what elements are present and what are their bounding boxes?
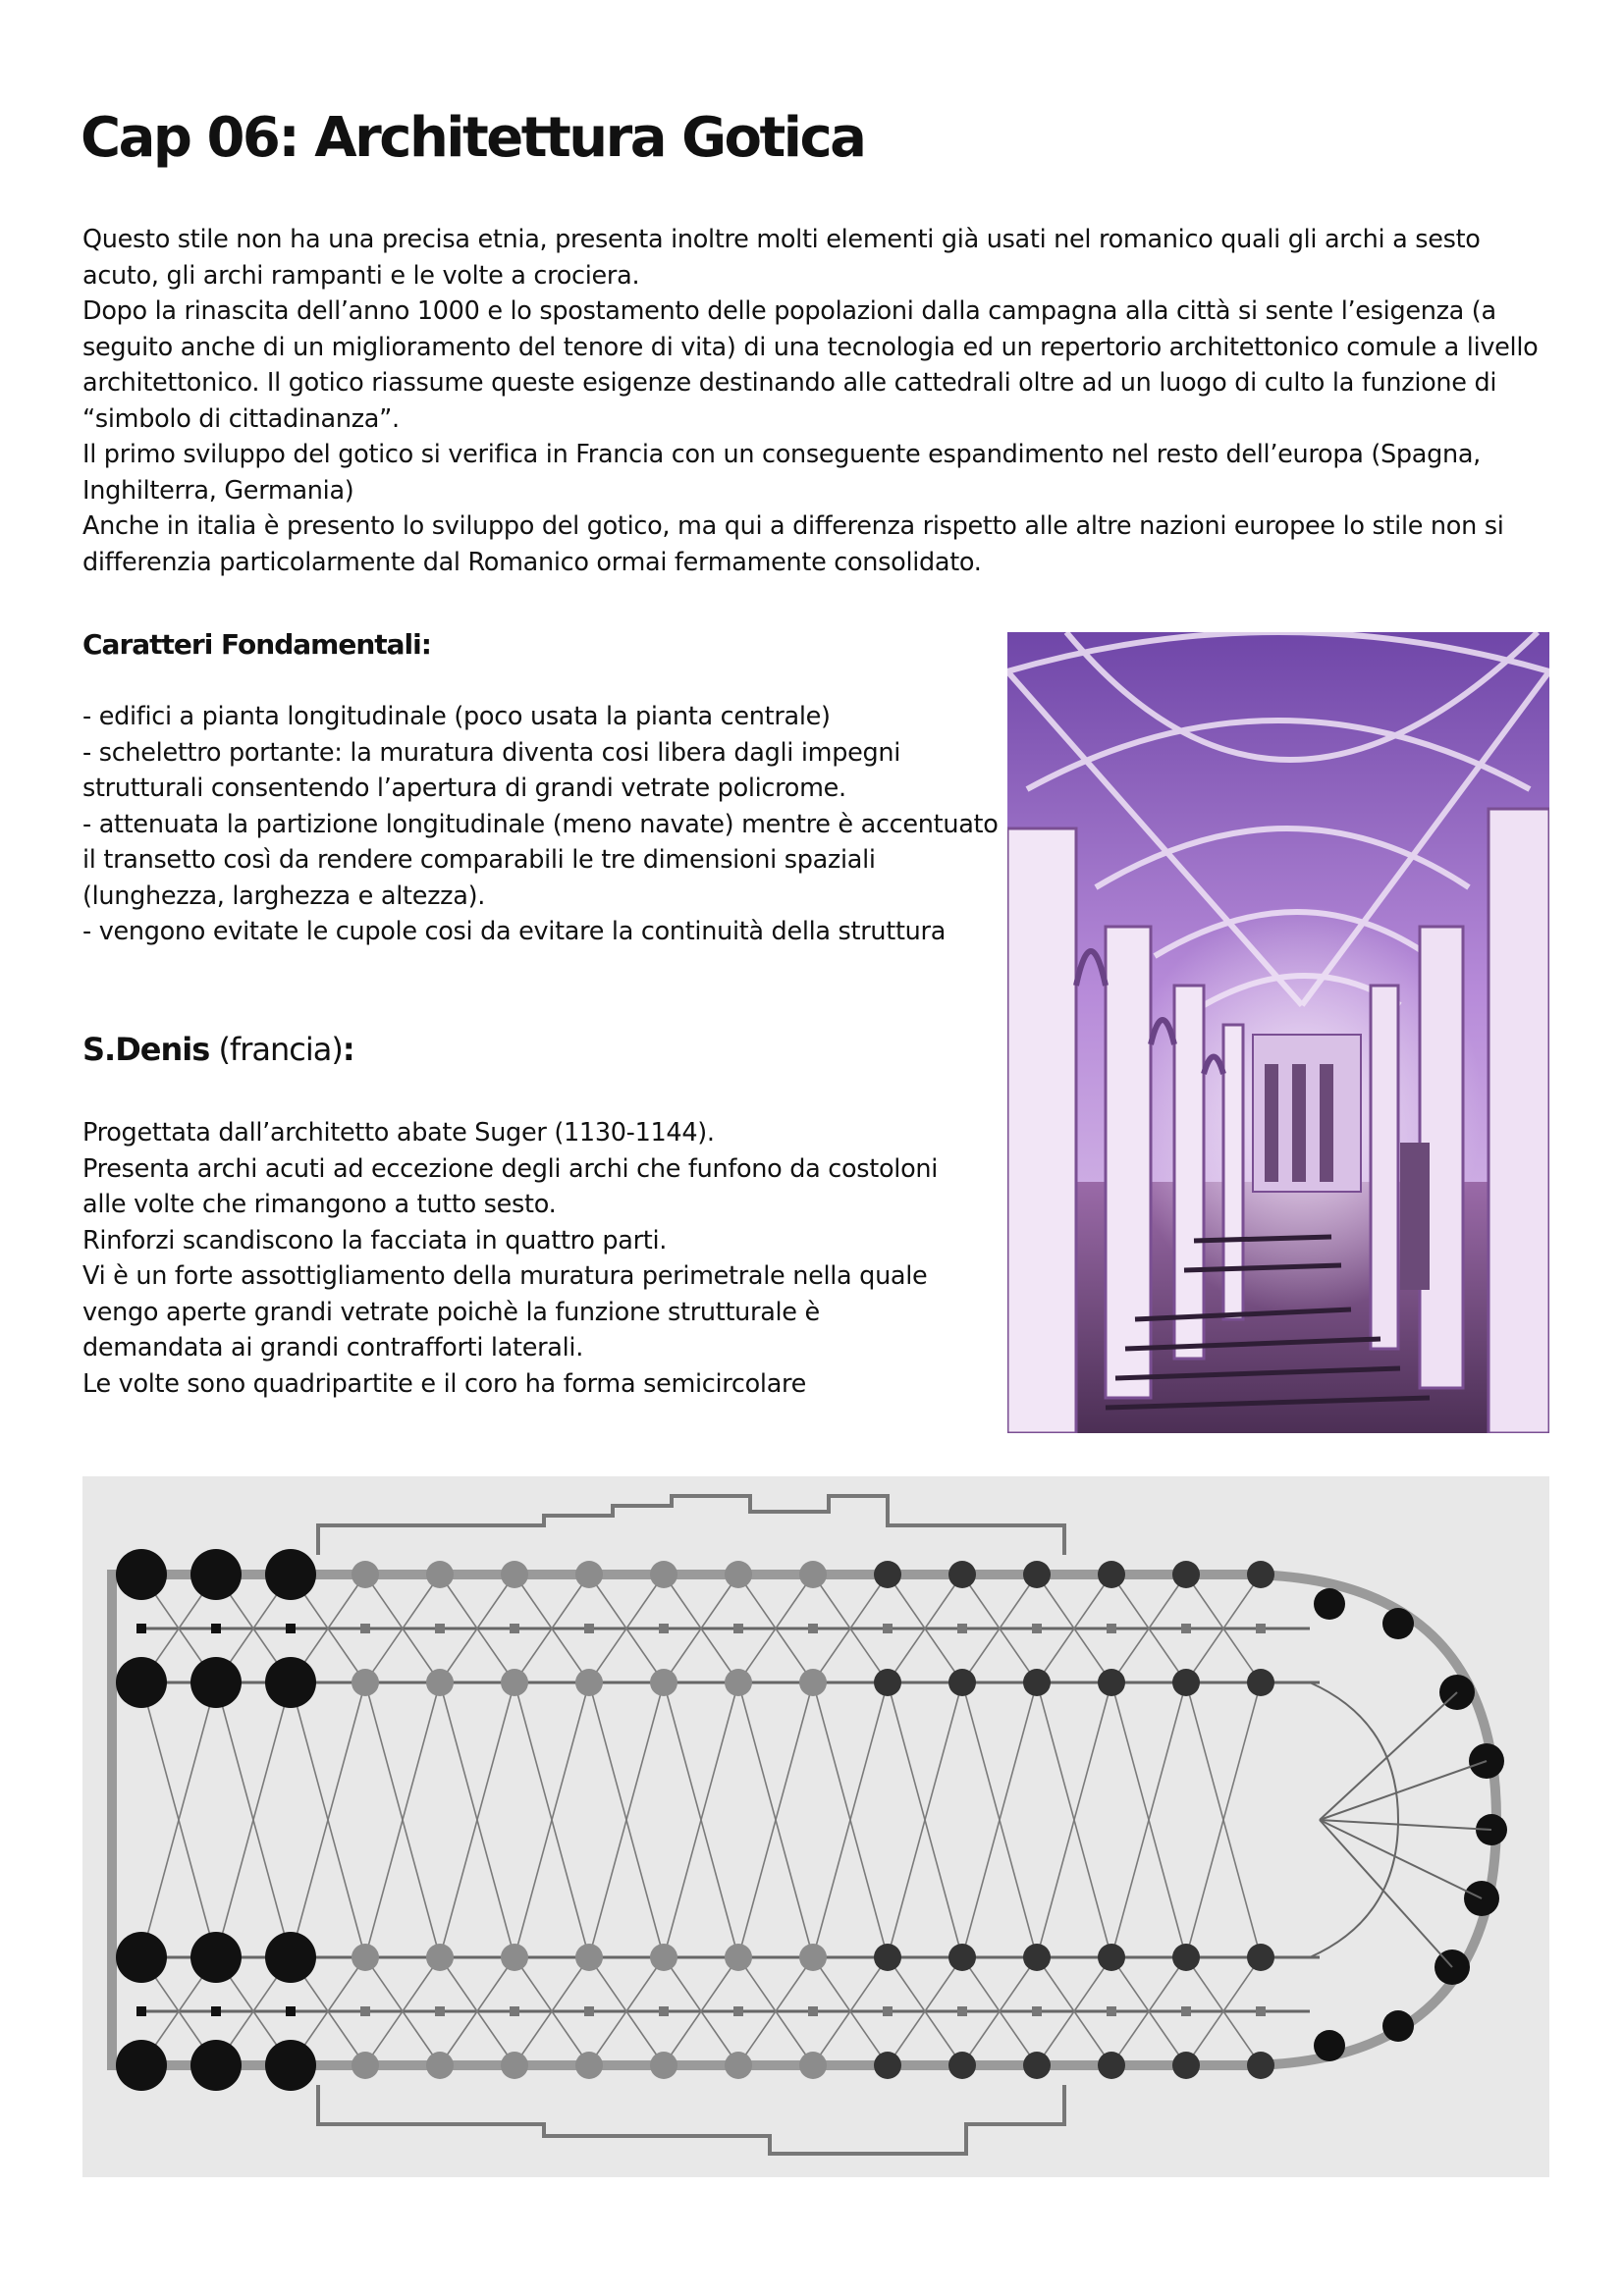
plan-pier	[501, 2052, 528, 2079]
plan-column	[733, 1624, 743, 1633]
intro-text	[82, 222, 1545, 580]
plan-pier	[190, 1932, 242, 1983]
plan-pier	[1172, 1944, 1200, 1971]
plan-column	[883, 1624, 893, 1633]
plan-column	[808, 1624, 818, 1633]
plan-column	[286, 2006, 296, 2016]
plan-pier	[874, 1944, 901, 1971]
plan-pier	[1247, 1669, 1274, 1696]
plan-column	[1107, 2006, 1116, 2016]
plan-pier	[1098, 1669, 1125, 1696]
plan-pier	[575, 2052, 603, 2079]
cathedral-interior-illustration	[1007, 632, 1549, 1433]
plan-column	[435, 1624, 445, 1633]
plan-column	[136, 1624, 146, 1633]
plan-pier	[501, 1944, 528, 1971]
plan-pier	[725, 1561, 752, 1588]
list-item: - schelettro portante: la muratura diventa cosi libera dagli impegni strutturali consentendo l’apertura di grandi vetrate policrome.	[82, 737, 901, 803]
plan-pier	[352, 1669, 379, 1696]
sdenis-line: Rinforzi scandiscono la facciata in quattro parti.	[82, 1225, 668, 1255]
plan-pier	[265, 1657, 316, 1708]
plan-column	[510, 2006, 519, 2016]
sdenis-line: Le volte sono quadripartite e il coro ha forma semicircolare	[82, 1368, 807, 1399]
intro-paragraph: Dopo la rinascita dell’anno 1000 e lo spostamento delle popolazioni dalla campagna alla città si sente l’esigenza (a seguito anche di un miglioramento del tenore di vita) di una tecnologia ed un repertorio architettonico comule a livello architettonico. Il gotico riassume queste esigenze destinando alle cattedrali oltre ad un luogo di culto la funzione di “simbolo di cittadinanza”.	[82, 296, 1539, 434]
plan-pier	[265, 1549, 316, 1600]
plan-pier	[426, 1944, 454, 1971]
plan-pier	[1098, 2052, 1125, 2079]
plan-pier	[650, 2052, 677, 2079]
plan-pier	[1247, 1944, 1274, 1971]
plan-pier	[501, 1669, 528, 1696]
plan-pier	[948, 1944, 976, 1971]
plan-pier	[1023, 1561, 1051, 1588]
list-item: - attenuata la partizione longitudinale (meno navate) mentre è accentuato il transetto così da rendere comparabili le tre dimensioni spaziali (lunghezza, larghezza e altezza).	[82, 809, 999, 911]
page-title: Cap 06: Architettura Gotica	[81, 106, 865, 170]
plan-pier	[1023, 1944, 1051, 1971]
sdenis-text	[82, 1115, 966, 1402]
plan-column	[1107, 1624, 1116, 1633]
plan-column	[360, 1624, 370, 1633]
plan-pier	[874, 2052, 901, 2079]
plan-column	[733, 2006, 743, 2016]
plan-column	[1181, 1624, 1191, 1633]
plan-pier	[352, 2052, 379, 2079]
plan-column	[1032, 2006, 1042, 2016]
sdenis-heading-bold: S.Denis	[82, 1031, 210, 1068]
plan-pier	[426, 1561, 454, 1588]
plan-pier	[426, 2052, 454, 2079]
plan-pier	[948, 1669, 976, 1696]
list-item: - vengono evitate le cupole cosi da evitare la continuità della struttura	[82, 917, 947, 946]
plan-column	[1256, 2006, 1266, 2016]
plan-pier	[1023, 2052, 1051, 2079]
plan-pier	[725, 2052, 752, 2079]
plan-pier	[725, 1669, 752, 1696]
plan-pier	[1247, 1561, 1274, 1588]
plan-pier	[1172, 1561, 1200, 1588]
intro-paragraph: Questo stile non ha una precisa etnia, presenta inoltre molti elementi già usati nel romanico quali gli archi a sesto acuto, gli archi rampanti e le volte a crociera.	[82, 225, 1481, 291]
plan-column	[957, 2006, 967, 2016]
plan-column	[435, 2006, 445, 2016]
plan-column	[957, 1624, 967, 1633]
plan-pier	[575, 1944, 603, 1971]
plan-column	[1181, 2006, 1191, 2016]
plan-pier	[426, 1669, 454, 1696]
intro-paragraph: Il primo sviluppo del gotico si verifica in Francia con un conseguente espandimento nel resto dell’europa (Spagna, Inghilterra, Germania)	[82, 440, 1481, 506]
plan-column	[584, 1624, 594, 1633]
sdenis-heading	[82, 1031, 354, 1068]
sdenis-line: Vi è un forte assottigliamento della muratura perimetrale nella quale vengo aperte grandi vetrate poichè la funzione strutturale è demandata ai grandi contrafforti laterali.	[82, 1261, 928, 1362]
plan-pier	[116, 1657, 167, 1708]
plan-pier	[1247, 2052, 1274, 2079]
plan-pier	[190, 1549, 242, 1600]
plan-column	[136, 2006, 146, 2016]
plan-pier	[501, 1561, 528, 1588]
plan-column	[1032, 1624, 1042, 1633]
plan-pier	[650, 1669, 677, 1696]
list-item: - edifici a pianta longitudinale (poco usata la pianta centrale)	[82, 702, 831, 731]
plan-pier	[1172, 2052, 1200, 2079]
plan-pier	[190, 1657, 242, 1708]
intro-paragraph: Anche in italia è presento lo sviluppo del gotico, ma qui a differenza rispetto alle altre nazioni europee lo stile non si differenzia particolarmente dal Romanico ormai fermamente consolidato.	[82, 511, 1504, 577]
plan-pier	[1098, 1944, 1125, 1971]
sdenis-line: Presenta archi acuti ad eccezione degli archi che funfono da costoloni alle volte che rimangono a tutto sesto.	[82, 1153, 939, 1219]
sdenis-heading-light: (francia)	[209, 1031, 343, 1068]
plan-pier	[575, 1561, 603, 1588]
plan-column	[211, 2006, 221, 2016]
plan-column	[659, 1624, 669, 1633]
saint-denis-floor-plan	[82, 1476, 1549, 2177]
cathedral-interior-photo	[1007, 632, 1549, 1433]
plan-pier	[265, 1932, 316, 1983]
plan-column	[808, 2006, 818, 2016]
sdenis-heading-colon: :	[342, 1031, 354, 1068]
plan-pier	[352, 1561, 379, 1588]
plan-pier	[874, 1561, 901, 1588]
plan-pier	[725, 1944, 752, 1971]
plan-column	[659, 2006, 669, 2016]
plan-pier	[1098, 1561, 1125, 1588]
sdenis-line: Progettata dall’architetto abate Suger (1130-1144).	[82, 1118, 715, 1148]
plan-column	[883, 2006, 893, 2016]
plan-pier	[799, 1669, 827, 1696]
plan-pier	[1023, 1669, 1051, 1696]
plan-pier	[190, 2040, 242, 2091]
plan-column	[510, 1624, 519, 1633]
plan-column	[584, 2006, 594, 2016]
plan-pier	[352, 1944, 379, 1971]
caratteri-heading: Caratteri Fondamentali:	[82, 628, 431, 661]
plan-pier	[799, 1561, 827, 1588]
plan-pier	[650, 1944, 677, 1971]
plan-pier	[799, 1944, 827, 1971]
caratteri-list	[82, 699, 1005, 950]
plan-pier	[874, 1669, 901, 1696]
plan-column	[360, 2006, 370, 2016]
plan-column	[286, 1624, 296, 1633]
plan-column	[211, 1624, 221, 1633]
plan-pier	[948, 1561, 976, 1588]
plan-pier	[1172, 1669, 1200, 1696]
plan-pier	[650, 1561, 677, 1588]
floor-plan-drawing	[82, 1476, 1549, 2177]
plan-pier	[116, 2040, 167, 2091]
plan-pier	[116, 1549, 167, 1600]
plan-pier	[575, 1669, 603, 1696]
plan-pier	[948, 2052, 976, 2079]
plan-pier	[799, 2052, 827, 2079]
plan-pier	[116, 1932, 167, 1983]
plan-column	[1256, 1624, 1266, 1633]
plan-pier	[265, 2040, 316, 2091]
